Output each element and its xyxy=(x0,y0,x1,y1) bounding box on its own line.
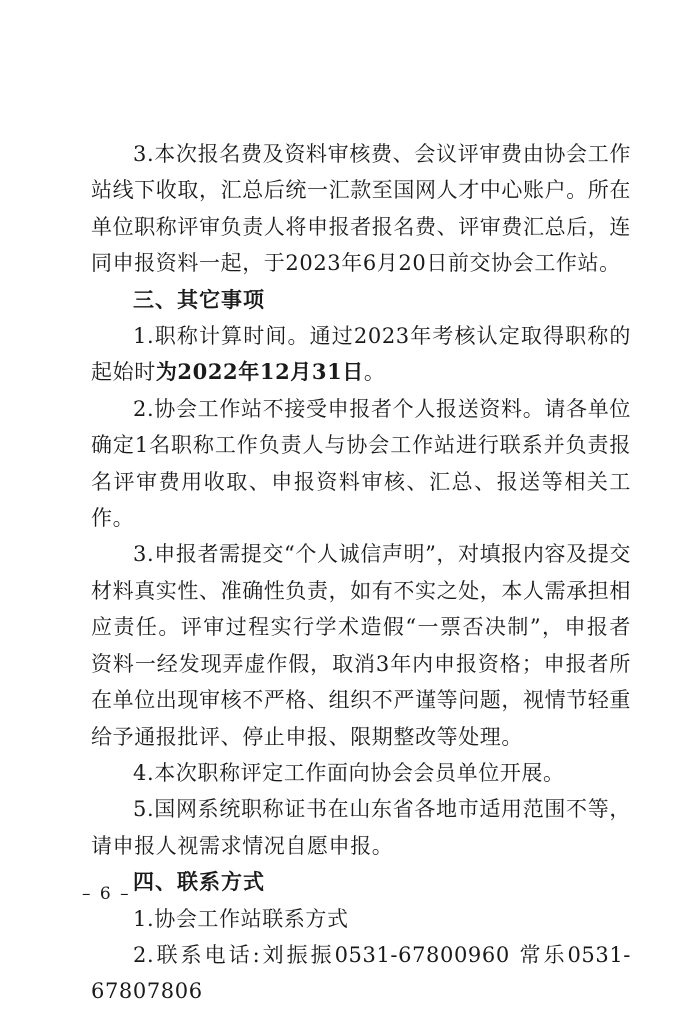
section-heading-contact: 四、联系方式 xyxy=(133,870,265,895)
document-body xyxy=(91,136,631,1010)
paragraph-no-personal-submission: 2.协会工作站不接受申报者个人报送资料。请各单位确定1名职称工作负责人与协会工作站进行联系并负责报名评审费用收取、申报资料审核、汇总、报送等相关工作。 xyxy=(91,396,631,531)
paragraph-certificate-scope: 5.国网系统职称证书在山东省各地市适用范围不等，请申报人视需求情况自愿申报。 xyxy=(91,797,631,858)
paragraph-member-units: 4.本次职称评定工作面向协会会员单位开展。 xyxy=(133,760,565,785)
paragraph-contact-method: 1.协会工作站联系方式 xyxy=(133,906,349,931)
paragraph-title-calculation-time xyxy=(91,318,631,391)
paragraph-tail: 。 xyxy=(363,360,386,385)
paragraph-fee-collection: 3.本次报名费及资料审核费、会议评审费由协会工作站线下收取，汇总后统一汇款至国网人才中心账户。所在单位职称评审负责人将申报者报名费、评审费汇总后，连同申报资料一起，于2023年6月20日前交协会工作站。 xyxy=(91,142,631,276)
section-heading-other-matters: 三、其它事项 xyxy=(133,287,265,312)
bold-date: 为2022年12月31日 xyxy=(155,359,364,385)
paragraph-text: 1.职称计算时间。通过2023年考核认定取得职称的起始时 xyxy=(91,324,631,385)
page-number: – 6 – xyxy=(82,884,131,904)
paragraph-integrity-statement: 3.申报者需提交“个人诚信声明”，对填报内容及提交材料真实性、准确性负责，如有不实之处，本人需承担相应责任。评审过程实行学术造假“一票否决制”，申报者资料一经发现弄虚作假，取消3年内申报资格；申报者所在单位出现审核不严格、组织不严谨等问题，视情节轻重给予通报批评、停止申报、限期整改等处理。 xyxy=(91,542,631,749)
paragraph-contact-phone: 2.联系电话:刘振振0531-67800960 常乐0531-67807806 xyxy=(91,942,631,1004)
